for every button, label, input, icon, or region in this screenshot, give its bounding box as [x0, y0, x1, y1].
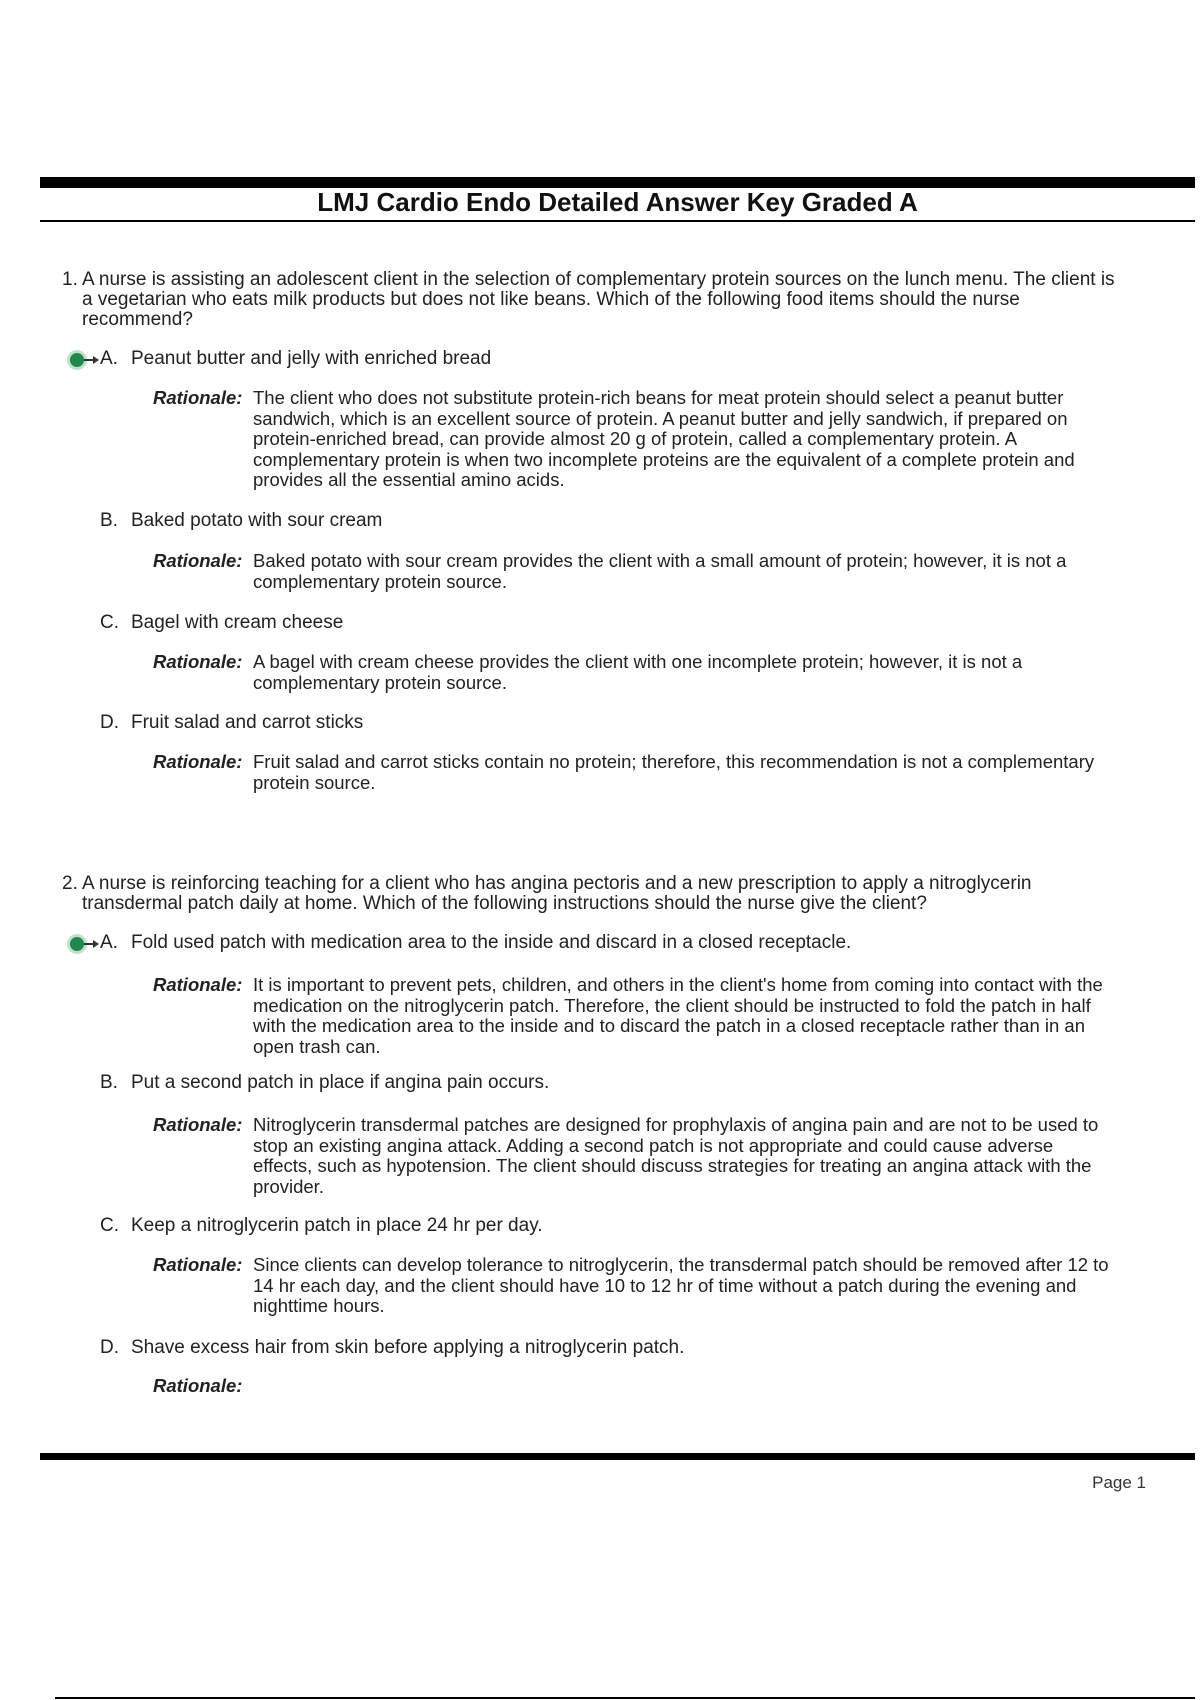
- answer-option-2a[interactable]: [100, 932, 851, 954]
- option-text: Shave excess hair from skin before applying a nitroglycerin patch.: [131, 1337, 685, 1358]
- rationale-2b: [153, 1115, 1113, 1197]
- rationale-1c: [153, 652, 1113, 693]
- rationale-label: Rationale:: [153, 651, 243, 672]
- correct-answer-icon: [66, 933, 100, 955]
- question-number: 2.: [62, 873, 78, 894]
- question-number: 1.: [62, 269, 78, 290]
- rationale-1a: [153, 388, 1113, 491]
- rationale-2d: [153, 1376, 1113, 1397]
- rationale-text: A bagel with cream cheese provides the client with one incomplete protein; however, it is not a complementary protein source.: [253, 651, 1023, 693]
- option-text: Keep a nitroglycerin patch in place 24 hr per day.: [131, 1215, 543, 1236]
- option-text: Put a second patch in place if angina pain occurs.: [131, 1072, 550, 1093]
- option-text: Baked potato with sour cream: [131, 510, 383, 531]
- rationale-text: [253, 1376, 1113, 1397]
- rationale-1b: [153, 551, 1113, 592]
- answer-option-1a[interactable]: [100, 348, 491, 370]
- option-letter: A.: [100, 348, 118, 369]
- rationale-text: Since clients can develop tolerance to nitroglycerin, the transdermal patch should be removed after 12 to 14 hr each day, and the client should have 10 to 12 hr of time without a patch during the evening and nighttime hours.: [253, 1254, 1109, 1316]
- answer-option-2d[interactable]: [100, 1337, 684, 1359]
- rationale-text: The client who does not substitute protein-rich beans for meat protein should select a peanut butter sandwich, which is an excellent source of protein. A peanut butter and jelly sandwich, if prepared on protein-enriched bread, can provide almost 20 g of protein, called a complementary protein. A complementary protein is when two incomplete proteins are the equivalent of a complete protein and provides all the essential amino acids.: [253, 387, 1075, 490]
- rationale-1d: [153, 752, 1113, 793]
- option-text: Fold used patch with medication area to the inside and discard in a closed receptacle.: [131, 932, 852, 953]
- page-number: Page 1: [1092, 1473, 1146, 1492]
- option-letter: D.: [100, 712, 119, 733]
- answer-option-1c[interactable]: [100, 612, 343, 634]
- rationale-text: Nitroglycerin transdermal patches are designed for prophylaxis of angina pain and are not to be used to stop an existing angina attack. Adding a second patch is not appropriate and could cause adverse effects, such as hypotension. The client should discuss strategies for treating an angina attack with the provider.: [253, 1114, 1099, 1197]
- question-stem: [62, 270, 1122, 330]
- page-bottom-rule: [55, 1697, 1195, 1699]
- rationale-label: Rationale:: [153, 387, 243, 408]
- footer-top-rule: [40, 1453, 1195, 1460]
- document-title: LMJ Cardio Endo Detailed Answer Key Graded A: [317, 187, 918, 217]
- rationale-label: Rationale:: [153, 550, 243, 571]
- header-bottom-rule: [40, 220, 1195, 222]
- question-2: [62, 874, 1122, 914]
- question-stem: [62, 874, 1122, 914]
- rationale-label: Rationale:: [153, 1114, 243, 1135]
- option-text: Bagel with cream cheese: [131, 612, 344, 633]
- answer-option-2c[interactable]: [100, 1215, 543, 1237]
- answer-option-1d[interactable]: [100, 712, 363, 734]
- option-letter: B.: [100, 510, 118, 531]
- option-letter: B.: [100, 1072, 118, 1093]
- rationale-label: Rationale:: [153, 751, 243, 772]
- option-letter: C.: [100, 612, 119, 633]
- answer-option-2b[interactable]: [100, 1072, 549, 1094]
- option-text: Fruit salad and carrot sticks: [131, 712, 364, 733]
- option-text: Peanut butter and jelly with enriched bread: [131, 348, 492, 369]
- option-letter: C.: [100, 1215, 119, 1236]
- rationale-2a: [153, 975, 1113, 1057]
- option-letter: D.: [100, 1337, 119, 1358]
- correct-answer-icon: [66, 349, 100, 371]
- rationale-text: It is important to prevent pets, children, and others in the client's home from coming into contact with the medication on the nitroglycerin patch. Therefore, the client should be instructed to fold the patch in half with the medication area to the inside and to discard the patch in a closed receptacle rather than in an open trash can.: [253, 974, 1103, 1057]
- rationale-2c: [153, 1255, 1113, 1317]
- rationale-label: Rationale:: [153, 1375, 243, 1396]
- rationale-text: Fruit salad and carrot sticks contain no protein; therefore, this recommendation is not a complementary protein source.: [253, 751, 1095, 793]
- rationale-label: Rationale:: [153, 1254, 243, 1275]
- question-1: [62, 270, 1122, 330]
- option-letter: A.: [100, 932, 118, 953]
- rationale-label: Rationale:: [153, 974, 243, 995]
- answer-option-1b[interactable]: [100, 510, 382, 532]
- rationale-text: Baked potato with sour cream provides the client with a small amount of protein; however, it is not a complementary protein source.: [253, 550, 1067, 592]
- question-text: A nurse is reinforcing teaching for a client who has angina pectoris and a new prescription to apply a nitroglycerin transdermal patch daily at home. Which of the following instructions should the nurse give the client?: [82, 873, 1032, 914]
- question-text: A nurse is assisting an adolescent client in the selection of complementary protein sources on the lunch menu. The client is a vegetarian who eats milk products but does not like beans. Which of the following food items should the nurse recommend?: [82, 269, 1115, 330]
